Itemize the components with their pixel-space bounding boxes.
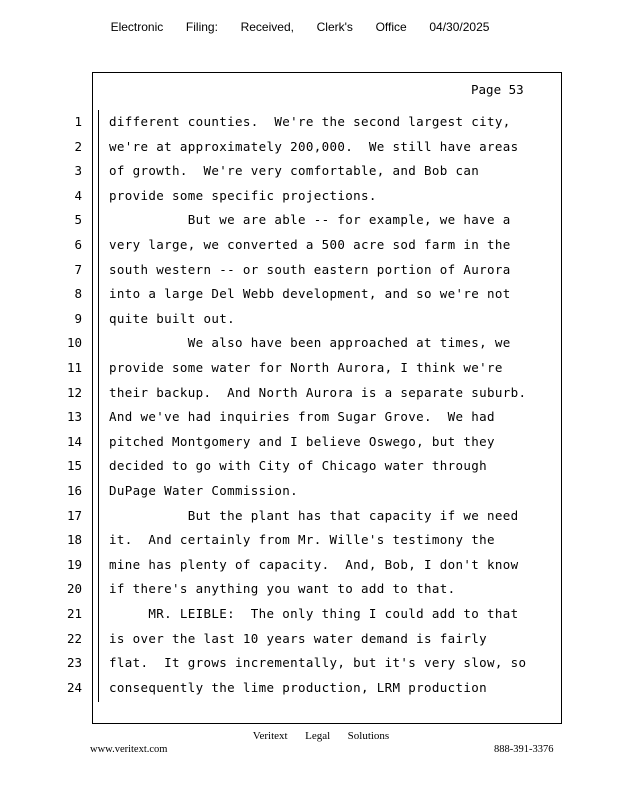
footer-website: www.veritext.com xyxy=(90,744,168,755)
line-number: 17 xyxy=(66,507,82,523)
line-number: 24 xyxy=(66,679,82,695)
line-number: 21 xyxy=(66,606,82,621)
transcript-line: But the plant has that capacity if we need xyxy=(109,507,519,523)
line-number: 23 xyxy=(66,655,82,671)
line-number: 9 xyxy=(74,310,82,326)
transcript-line: consequently the lime production, LRM production xyxy=(109,679,488,695)
transcript-line: provide some water for North Aurora, I think we're xyxy=(109,360,503,375)
transcript-line: decided to go with City of Chicago water through xyxy=(109,458,488,474)
line-number: 22 xyxy=(66,630,82,646)
line-number: 18 xyxy=(66,532,82,548)
filing-stamp-header: Electronic Filing: Received, Clerk's Office 04/30/2025 xyxy=(110,20,490,34)
footer-company-name: Veritext Legal Solutions xyxy=(252,730,390,742)
transcript-line: DuPage Water Commission. xyxy=(109,483,299,498)
transcript-line: pitched Montgomery and I believe Oswego, but they xyxy=(109,433,495,449)
footer-phone: 888-391-3376 xyxy=(494,744,554,755)
line-number-divider xyxy=(98,110,99,702)
line-number: 13 xyxy=(66,409,82,425)
transcript-line: south western -- or south eastern portion of Aurora xyxy=(109,261,511,277)
transcript-line: MR. LEIBLE: The only thing I could add to that xyxy=(109,606,519,621)
transcript-line: provide some specific projections. xyxy=(109,187,377,203)
transcript-line: into a large Del Webb development, and so we're not xyxy=(109,286,511,302)
line-number: 2 xyxy=(74,138,82,154)
transcript-line: we're at approximately 200,000. We still have areas xyxy=(109,138,519,154)
line-number: 1 xyxy=(74,114,82,129)
transcript-line: of growth. We're very comfortable, and Bob can xyxy=(109,163,480,179)
line-number: 7 xyxy=(74,261,82,277)
line-number: 10 xyxy=(66,335,82,351)
line-number: 12 xyxy=(66,384,82,400)
transcript-line: different counties. We're the second largest city, xyxy=(109,114,511,129)
line-number: 8 xyxy=(74,286,82,302)
line-number: 3 xyxy=(74,163,82,179)
transcript-line: And we've had inquiries from Sugar Grove. We had xyxy=(109,409,495,425)
line-number: 4 xyxy=(74,187,82,203)
line-number: 15 xyxy=(66,458,82,474)
transcript-line: flat. It grows incrementally, but it's very slow, so xyxy=(109,655,527,671)
line-number: 20 xyxy=(66,581,82,597)
transcript-line: But we are able -- for example, we have a xyxy=(109,212,511,228)
transcript-line: We also have been approached at times, we xyxy=(109,335,511,351)
transcript-line: quite built out. xyxy=(109,310,236,326)
line-number: 19 xyxy=(66,556,82,572)
transcript-line: it. And certainly from Mr. Wille's testimony the xyxy=(109,532,495,548)
line-number: 6 xyxy=(74,237,82,252)
line-number: 5 xyxy=(74,212,82,228)
line-number: 11 xyxy=(66,360,82,375)
page-number-label: Page 53 xyxy=(471,82,524,97)
transcript-line: very large, we converted a 500 acre sod farm in the xyxy=(109,237,511,252)
transcript-line: their backup. And North Aurora is a separate suburb. xyxy=(109,384,527,400)
transcript-line: is over the last 10 years water demand is fairly xyxy=(109,630,488,646)
transcript-line: mine has plenty of capacity. And, Bob, I don't know xyxy=(109,556,519,572)
line-number: 16 xyxy=(66,483,82,498)
transcript-line: if there's anything you want to add to that. xyxy=(109,581,456,597)
line-number: 14 xyxy=(66,433,82,449)
